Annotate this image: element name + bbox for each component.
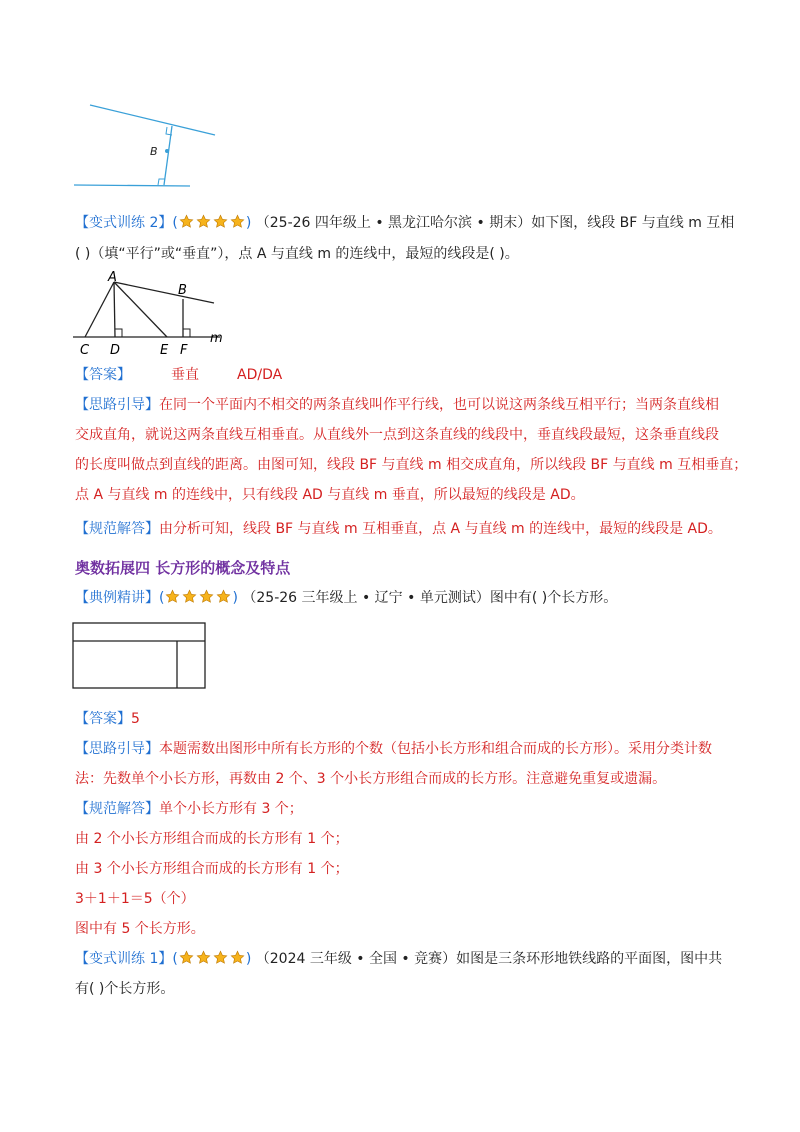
q2-solution-3: 由 3 个小长方形组合而成的长方形有 1 个； — [75, 861, 349, 877]
star-icon — [230, 950, 245, 965]
line-m-label: m — [210, 331, 223, 346]
q2-hint-1: 【思路引导】本题需数出图形中所有长方形的个数（包括小长方形和组合而成的长方形）。采用分类计数 — [75, 741, 712, 757]
star-icon — [213, 950, 228, 965]
star-icon — [199, 589, 214, 604]
q2-solution-2: 由 2 个小长方形组合而成的长方形有 1 个； — [75, 831, 349, 847]
figure-lines-abcdef — [70, 270, 240, 362]
figure-perpendicular-b — [70, 95, 230, 195]
star-icon — [196, 950, 211, 965]
q2-line1: 【典例精讲】( ) （25-26 三年级上 • 辽宁 • 单元测试）图中有( )个长方形。 — [75, 587, 735, 611]
q1-line2: ( )（填“平行”或“垂直”），点 A 与直线 m 的连线中，最短的线段是( )。 — [75, 246, 519, 262]
q1-source: （25-26 四年级上 • 黑龙江哈尔滨 • 期末）如下图，线段 BF 与直线 m 互相 — [255, 215, 735, 231]
answer-2: AD/DA — [237, 367, 283, 383]
difficulty-stars — [178, 950, 246, 972]
q1-solution: 【规范解答】由分析可知，线段 BF 与直线 m 互相垂直，点 A 与直线 m 的连线中，最短的线段是 AD。 — [75, 521, 722, 537]
q3-line1: 【变式训练 1】( ) （2024 三年级 • 全国 • 竞赛）如图是三条环形地铁线路的平面图，图中共 — [75, 948, 735, 972]
point-e-label: E — [160, 343, 169, 358]
q1-hint-2: 交成直角，就说这两条直线互相垂直。从直线外一点到这条直线的线段中，垂直线段最短，这条垂直线段 — [75, 427, 719, 443]
q2-solution-5: 图中有 5 个长方形。 — [75, 921, 205, 937]
star-icon — [230, 214, 245, 229]
star-icon — [196, 214, 211, 229]
star-icon — [182, 589, 197, 604]
q1-answer: 【答案】 垂直 AD/DA — [75, 367, 283, 383]
star-icon — [165, 589, 180, 604]
difficulty-stars — [164, 589, 232, 611]
q1-tag: 【变式训练 2】 — [75, 215, 173, 231]
q2-hint-2: 法：先数单个小长方形，再数由 2 个、3 个小长方形组合而成的长方形。注意避免重复或遗漏。 — [75, 771, 667, 787]
section-title: 奥数拓展四 长方形的概念及特点 — [75, 559, 291, 577]
point-c-label: C — [80, 343, 90, 358]
q3-source: （2024 三年级 • 全国 • 竞赛）如图是三条环形地铁线路的平面图，图中共 — [255, 951, 723, 967]
difficulty-stars — [178, 214, 246, 236]
answer-1: 垂直 — [171, 367, 199, 383]
q1-hint-4: 点 A 与直线 m 的连线中，只有线段 AD 与直线 m 垂直，所以最短的线段是 AD。 — [75, 487, 585, 503]
star-icon — [179, 950, 194, 965]
point-a-label: A — [108, 270, 117, 285]
q1-hint-1: 【思路引导】在同一个平面内不相交的两条直线叫作平行线，也可以说这两条线互相平行；当两条直线相 — [75, 397, 719, 413]
q1-line1: 【变式训练 2】( ) （25-26 四年级上 • 黑龙江哈尔滨 • 期末）如下图，线段 BF 与直线 m 互相 — [75, 212, 735, 236]
star-icon — [213, 214, 228, 229]
point-b-label: B — [150, 145, 158, 158]
q2-solution-1: 【规范解答】单个小长方形有 3 个； — [75, 801, 303, 817]
point-f-label: F — [180, 343, 188, 358]
star-icon — [216, 589, 231, 604]
point-d-label: D — [110, 343, 121, 358]
q1-hint-3: 的长度叫做点到直线的距离。由图可知，线段 BF 与直线 m 相交成直角，所以线段 BF 与直线 m 互相垂直； — [75, 457, 748, 473]
q2-source: （25-26 三年级上 • 辽宁 • 单元测试）图中有( )个长方形。 — [242, 590, 618, 606]
figure-rectangles — [72, 622, 208, 690]
q2-solution-4: 3＋1＋1＝5（个） — [75, 891, 195, 907]
star-icon — [179, 214, 194, 229]
point-b-label: B — [178, 283, 187, 298]
q3-line2: 有( )个长方形。 — [75, 981, 175, 997]
q2-answer: 【答案】5 — [75, 711, 140, 727]
